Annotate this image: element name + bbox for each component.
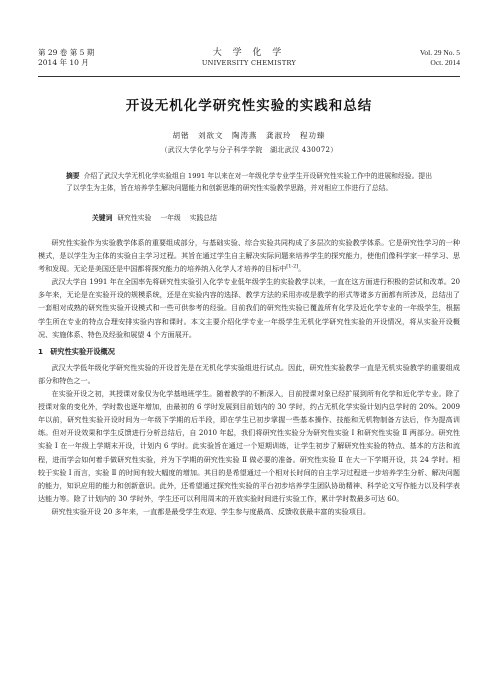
citation: [1-2] <box>286 263 299 270</box>
article-authors: 胡锴 刘欲文 陶涛燕 龚淑玲 程功臻 <box>172 131 326 140</box>
keywords <box>92 213 226 224</box>
volume-issue-en: Vol. 29 No. 5 <box>419 48 460 57</box>
section-heading: 1 研究性实验开设概况 <box>38 346 115 356</box>
body-paragraph: 研究性实验开设 20 多年来，一直都是最受学生欢迎、学生参与度最高、反馈收获最丰富的实验项目。 <box>51 506 371 516</box>
article-title: 开设无机化学研究性实验的实践和总结 <box>125 98 373 114</box>
body-paragraph: 在实验开设之初，其授课对象仅为化学基地班学生。随着教学的不断深入，目前授课对象已经扩展到所有化学和近化学专业。除了授课对象的变化外，学时数也逐年增加，由最初的 6 学时发展到目前划内的 30 学时，约占无机化学实验计划内总学时的 20%。2009 年以前，研究性实验开设时间为一年级下学期的后半段，即在学生已初步掌握一些基本操作、技能和无机物制备方法后，作为提高训练。但对开设效果和学生反馈进行分析总结后，自 2010 年起，我们将研究性实验分为研究性实验 Ⅰ 和研究性实验 Ⅱ 两部分。研究性实验 Ⅰ 在一年级上学期末开设，计划内 6 学时。此实验旨在通过一个短期训练，让学生初步了解研究性实验的特点、基本的方法和流程，进而学会如何着手做研究性实验，并为下学期的研究性实验 Ⅱ 做必要的准备。研究性实验 Ⅱ 在大一下学期开设，共 24 学时。相较于实验 Ⅰ 而言，实验 Ⅱ 的时间有较大幅度的增加。其目的是希望通过一个相对长时间的自主学习过程进一步培养学生分析、解决问题的能力，知识应用的能力和创新意识。此外，还希望通过探究性实验的平台初步培养学生团队协助精神、科学论文写作能力以及科学表达能力等。除了计划内的 30 学时外，学生还可以利用周末的开放实验时间进行实验工作，累计学时数最多可达 60。 <box>38 389 460 503</box>
body-paragraph: 研究性实验作为实验教学体系的重要组成部分，与基础实验、综合实验共同构成了多层次的实验教学体系。它是研究性学习的一种模式，是以学生为主体的实验自主学习过程。其旨在通过学生自主解决实际问题来培养学生的探究能力，使他们像科学家一样学习、思考和发现。无论是美国还是中国都将探究能力的培养纳入化学人才培养的目标中[1-2]。 <box>38 238 460 274</box>
journal-name-cn: 大 学 化 学 <box>212 48 286 58</box>
keyword: 实践总结 <box>189 214 217 222</box>
keyword: 研究性实验 <box>117 214 152 222</box>
issue-date: 2014 年 10 月 <box>38 58 89 67</box>
issue-info-en <box>420 48 460 68</box>
keywords-label: 关键词 <box>92 214 113 222</box>
header-rule <box>38 76 460 77</box>
volume-issue: 第 29 卷 第 5 期 <box>38 48 95 57</box>
abstract <box>66 170 432 194</box>
article-body <box>38 236 460 518</box>
abstract-label: 摘要 <box>66 172 80 180</box>
keyword: 一年级 <box>160 214 181 222</box>
abstract-text: 介绍了武汉大学无机化学实验组自 1991 年以来在对一年级化学专业学生开设研究性实验工作中的进展和经验。提出了以学生为主体，旨在培养学生解决问题能力和创新思维的研究性实验教学思路，并对相应工作进行了总结。 <box>66 172 433 193</box>
journal-name-en: UNIVERSITY CHEMISTRY <box>201 59 297 67</box>
journal-name <box>38 48 460 68</box>
issue-date-en: Oct. 2014 <box>430 58 460 67</box>
running-header <box>38 48 460 74</box>
body-paragraph: 武汉大学低年级化学研究性实验的开设首先是在无机化学实验组进行试点。因此，研究性实验教学一直是无机实验教学的重要组成部分和特色之一。 <box>38 362 460 385</box>
article-affiliation: （武汉大学化学与分子科学学院 湖北武汉 430072） <box>160 146 338 154</box>
body-paragraph: 武汉大学自 1991 年在全国率先将研究性实验引入化学专业低年级学生的实验教学以来，一直在这方面进行积极的尝试和改革。20 多年来，无论是在实验开设的规模系统，还是在实验内容的选择、教学方法的采用亦或是教学的形式等诸多方面都有所涉及，总结出了一套相对成熟的研究性实验开设模式和一些可供参考的经验。目前我们的研究性实验已覆盖所有化学及近化学专业的一年级学生，根据学生所在专业的特点合理安排实验内容和课时。本文主要介绍化学专业一年级学生无机化学研究性实验的开设情况，将从实验开设概况、实施体系、特色及经验和展望 4 个方面展开。 <box>38 277 460 339</box>
